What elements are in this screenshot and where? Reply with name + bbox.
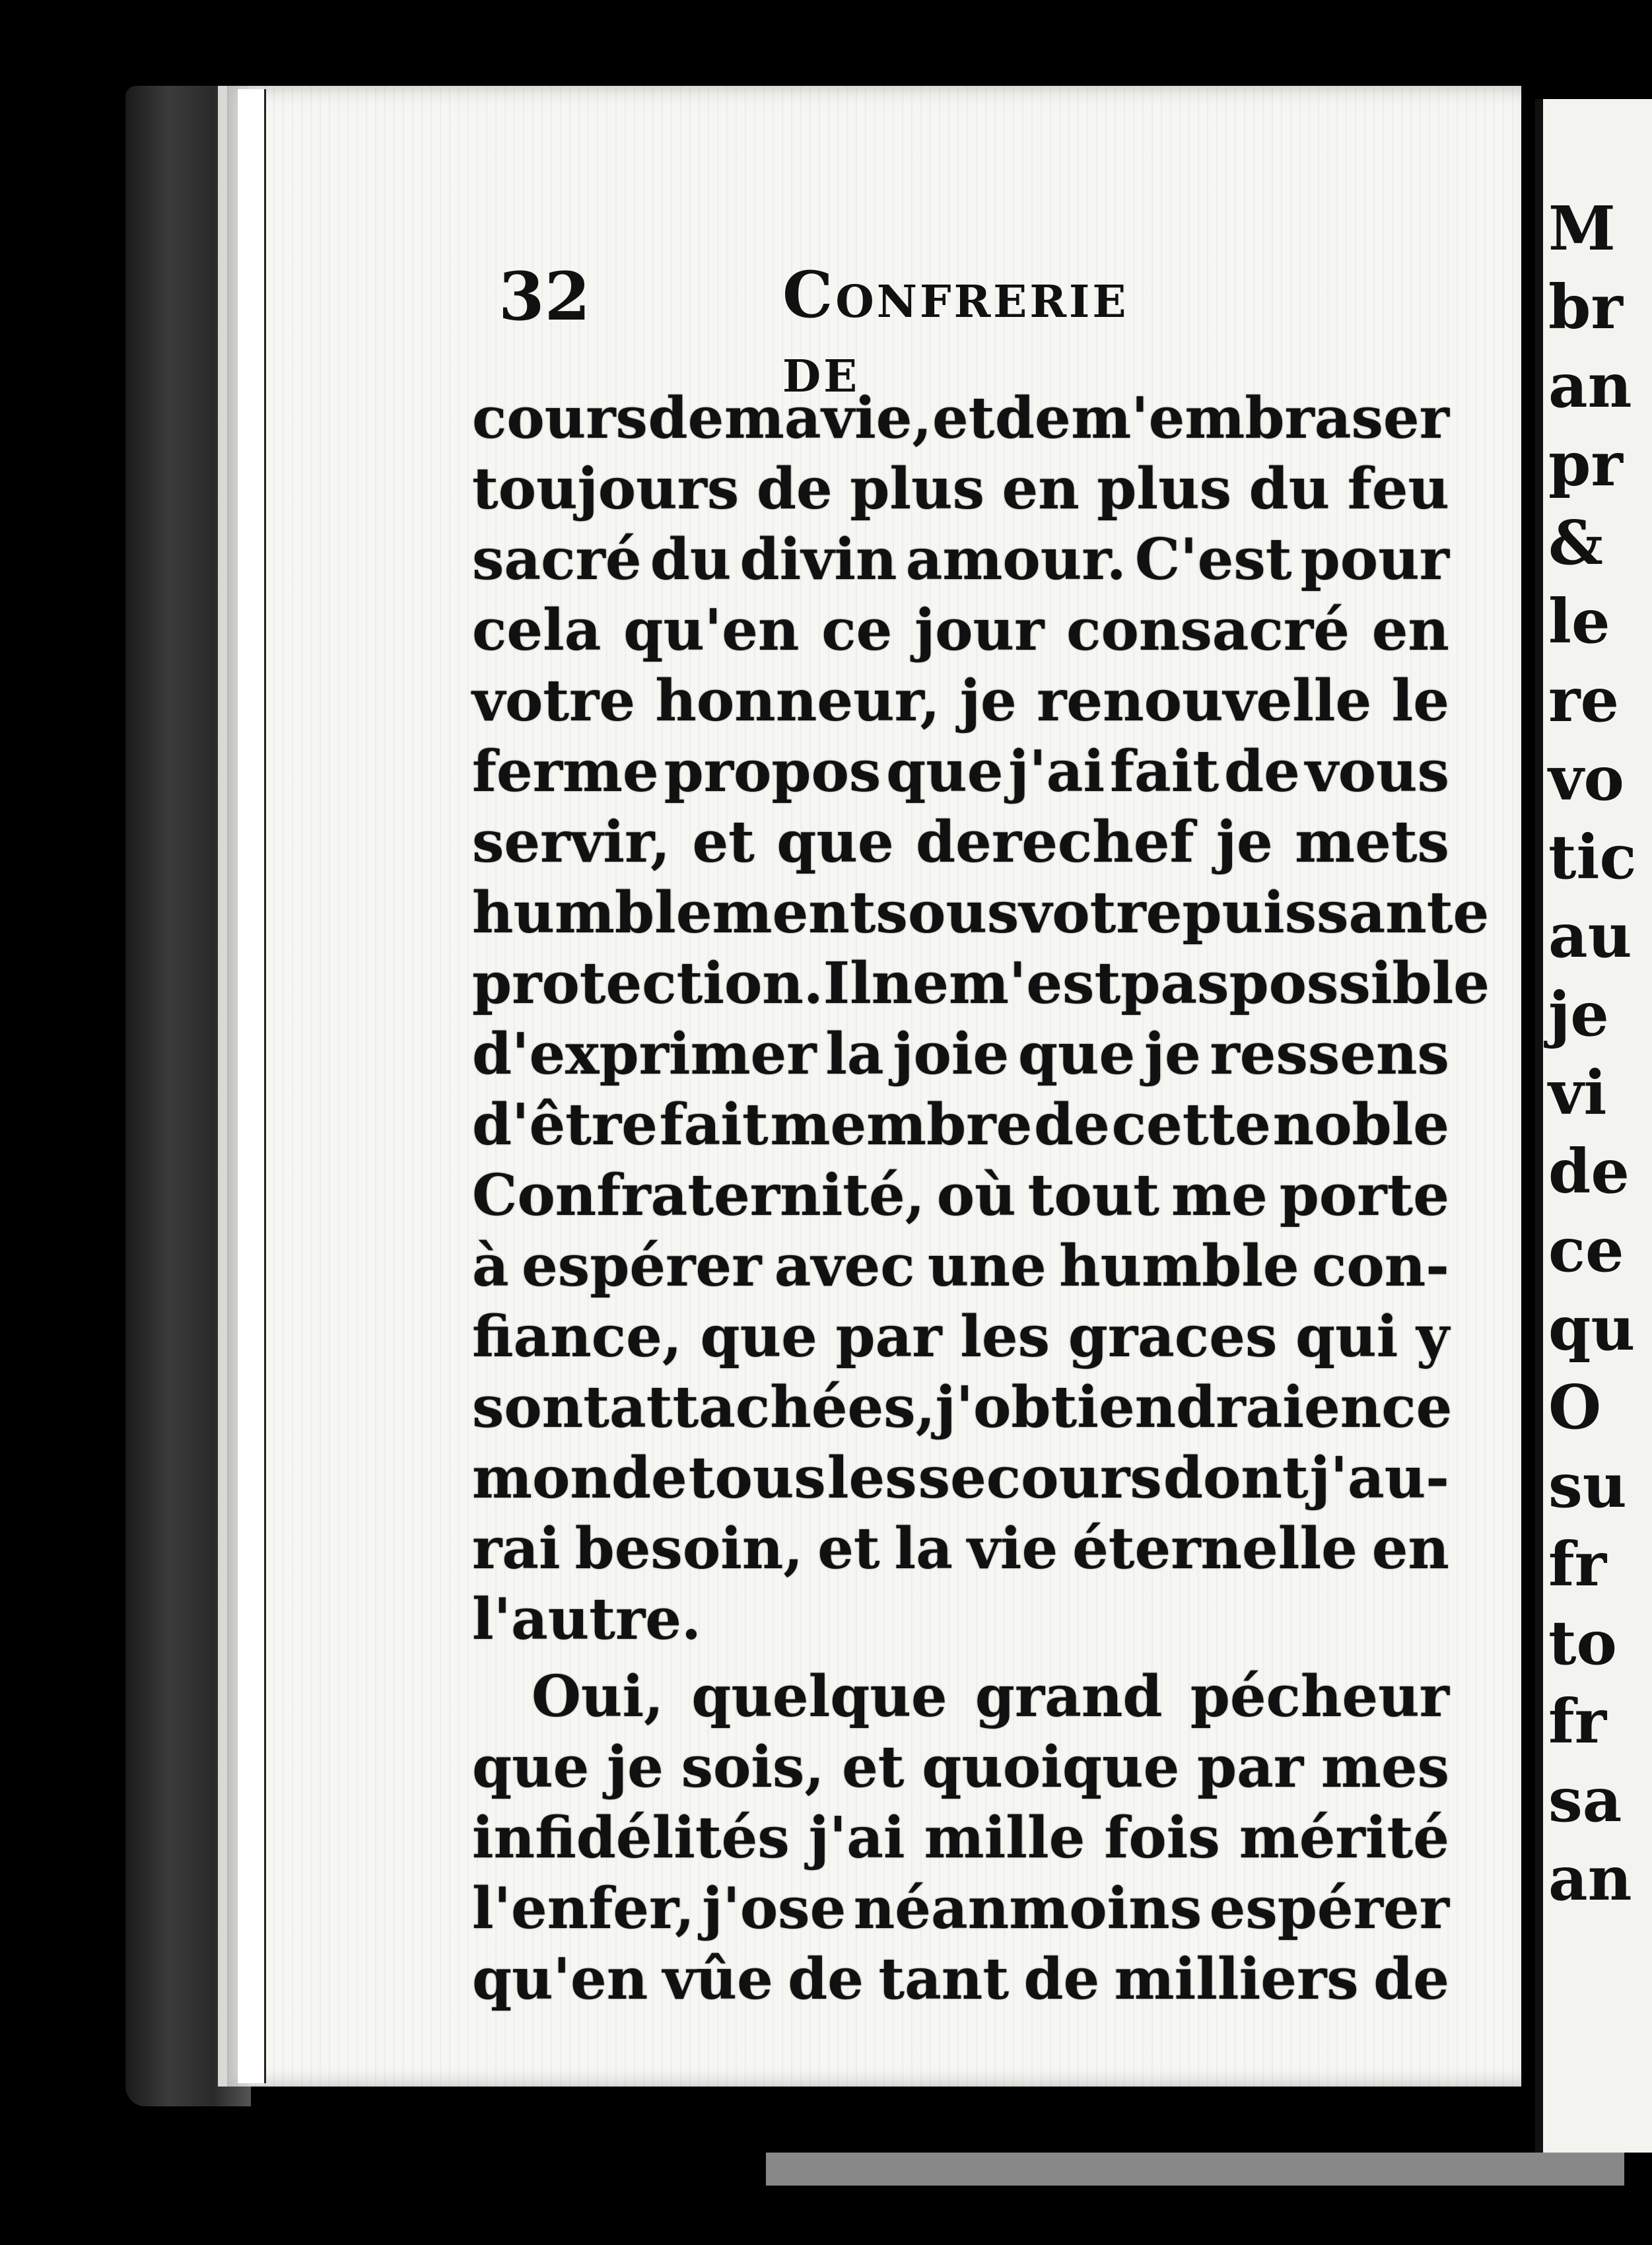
word: d'être (472, 1091, 658, 1158)
word: une (927, 1233, 1047, 1299)
word: m'est (949, 950, 1121, 1017)
word: le (1391, 668, 1449, 734)
word: que (1017, 1021, 1136, 1088)
word: de (756, 456, 833, 522)
facing-page-fragment: vi (1548, 1057, 1607, 1128)
word: cette (1111, 1091, 1271, 1158)
word: vie (967, 1515, 1058, 1582)
word: derechef (916, 809, 1194, 876)
facing-page-fragment: je (1548, 979, 1609, 1050)
facing-page-fragment: su (1548, 1450, 1627, 1521)
word: que (472, 1734, 590, 1801)
word: mille (924, 1805, 1085, 1871)
word: votre (1019, 880, 1183, 946)
word: tous (688, 1445, 826, 1511)
word: joie (893, 1021, 1010, 1088)
word: cours (472, 385, 648, 452)
word: me (1171, 1162, 1268, 1229)
word: vous (1305, 738, 1449, 805)
word: puissante (1182, 880, 1490, 946)
word: que (886, 738, 1004, 805)
word: milliers (1114, 1946, 1359, 2013)
word: sacré (472, 526, 642, 593)
word: tout (1027, 1162, 1159, 1229)
text-line (472, 1160, 1449, 1231)
word: ma (724, 385, 821, 452)
word: honneur, (655, 668, 940, 734)
word: toujours (472, 456, 740, 522)
paragraph-gap (472, 1655, 1449, 1661)
facing-page-fragment: qu (1548, 1293, 1635, 1364)
word: l'enfer, (472, 1875, 695, 1942)
word: par (1197, 1734, 1304, 1801)
word: en (1371, 597, 1449, 664)
word: fiance, (472, 1303, 682, 1370)
word: et (842, 1734, 905, 1801)
text-line (472, 948, 1490, 1019)
word: fait (1110, 738, 1220, 805)
word: cela (472, 597, 602, 664)
word: espérer (1209, 1875, 1449, 1942)
word: m'embraser (1071, 385, 1449, 452)
word: je (607, 1734, 664, 1801)
word: la (894, 1515, 953, 1582)
word: fois (1104, 1805, 1220, 1871)
word: servir, (472, 809, 671, 876)
page-header (499, 258, 1218, 407)
word: j'ai (808, 1805, 905, 1871)
word: ce (1381, 1374, 1453, 1441)
word: amour. (905, 526, 1126, 593)
text-line (472, 807, 1449, 878)
text-line (472, 1089, 1449, 1160)
facing-page-fragment: an (1548, 350, 1632, 421)
word: j'ai (1008, 738, 1105, 805)
word: mets (1295, 809, 1449, 876)
text-line (472, 1732, 1449, 1803)
word: de (1034, 1091, 1110, 1158)
word: les (960, 1303, 1050, 1370)
word: quelque (691, 1663, 947, 1730)
facing-page-fragment: de (1548, 1136, 1630, 1207)
word: porte (1279, 1162, 1449, 1229)
facing-page-fragment: O (1548, 1371, 1602, 1443)
text-line (472, 1372, 1453, 1443)
word: de (648, 385, 724, 452)
text-line (472, 1873, 1449, 1944)
word: sous (876, 880, 1019, 946)
text-line (472, 1944, 1449, 2015)
facing-page-fragment: au (1548, 900, 1632, 971)
word: graces (1068, 1303, 1278, 1370)
word: du (650, 526, 732, 593)
word: mérité (1239, 1805, 1449, 1871)
text-line (472, 1803, 1449, 1873)
word: grand (975, 1663, 1163, 1730)
word: consacré (1066, 597, 1350, 664)
word: renouvelle (1037, 668, 1372, 734)
text-line (472, 595, 1449, 666)
word: mes (1321, 1734, 1449, 1801)
facing-page-fragment: an (1548, 1843, 1632, 1914)
word: quoique (922, 1734, 1180, 1801)
word: divin (740, 526, 897, 593)
word: infidélités (472, 1805, 790, 1871)
word: pas (1120, 950, 1229, 1017)
body-text (472, 383, 1490, 2015)
word: de (994, 385, 1071, 452)
word: protection. (472, 950, 823, 1017)
word: vûe (662, 1946, 773, 2013)
word: feu (1347, 456, 1449, 522)
facing-page-fragment: re (1548, 664, 1620, 736)
text-line (472, 666, 1449, 736)
word: ce (821, 597, 893, 664)
text-line (472, 878, 1490, 948)
word: C'est (1134, 526, 1292, 593)
word: par (835, 1303, 942, 1370)
word: et (692, 809, 755, 876)
word: je (1216, 809, 1273, 876)
word: rai (472, 1515, 561, 1582)
word: qu'en (472, 1946, 648, 2013)
facing-page-fragment: sa (1548, 1764, 1622, 1836)
word: que (700, 1303, 817, 1370)
word: membre (770, 1091, 1033, 1158)
text-line (472, 454, 1449, 524)
word: plus (1097, 456, 1232, 522)
facing-page-fragment: & (1548, 507, 1604, 578)
text-line (472, 1301, 1449, 1372)
word: humblement (472, 880, 876, 946)
word: attachées, (609, 1374, 936, 1441)
word: secours (918, 1445, 1162, 1511)
facing-page-fragment: le (1548, 586, 1610, 657)
facing-page-fragment: br (1548, 271, 1623, 343)
word: éternelle (1072, 1515, 1358, 1582)
word: sois, (681, 1734, 825, 1801)
word: j'ose (702, 1875, 846, 1942)
page-edge (238, 89, 266, 2083)
word: de (1224, 738, 1300, 805)
word: pécheur (1190, 1663, 1449, 1730)
facing-page-fragment: M (1548, 193, 1616, 264)
word: monde (472, 1445, 687, 1511)
facing-page-fragment: vo (1548, 743, 1624, 814)
text-line: l'autre. (472, 1586, 701, 1653)
facing-page-fragment: fr (1548, 1686, 1607, 1757)
word: vie, (821, 385, 932, 452)
facing-page-fragment: to (1548, 1607, 1617, 1678)
text-line (472, 1443, 1449, 1513)
word: j'au- (1309, 1445, 1449, 1511)
word: je (959, 668, 1017, 734)
word: tant (878, 1946, 1010, 2013)
word: ne (871, 950, 949, 1017)
facing-page-fragment: fr (1548, 1529, 1607, 1600)
word: Oui, (532, 1663, 664, 1730)
text-line (472, 383, 1449, 454)
facing-page-fragment: tic (1548, 821, 1637, 893)
word: con- (1312, 1233, 1449, 1299)
word: en (1371, 1515, 1449, 1582)
word: votre (472, 668, 636, 734)
word: y (1416, 1303, 1449, 1370)
word: je (1144, 1021, 1201, 1088)
word: Confraternité, (472, 1162, 925, 1229)
word: néanmoins (853, 1875, 1202, 1942)
word: que (776, 809, 894, 876)
word: j'obtiendrai (935, 1374, 1305, 1441)
text-line (472, 736, 1449, 807)
word: possible (1229, 950, 1490, 1017)
word: fait (659, 1091, 769, 1158)
text-line (472, 1661, 1449, 1732)
word: de (1023, 1946, 1100, 2013)
word: à (472, 1233, 509, 1299)
word: et (817, 1515, 880, 1582)
text-line (472, 1019, 1449, 1089)
word: qu'en (623, 597, 800, 664)
scan-bottom-strip (766, 2153, 1624, 2186)
word: espérer (522, 1233, 762, 1299)
word: ressens (1210, 1021, 1449, 1088)
word: d'exprimer (472, 1021, 817, 1088)
word: noble (1272, 1091, 1449, 1158)
word: plus (850, 456, 984, 522)
word: qui (1295, 1303, 1398, 1370)
text-line (472, 524, 1449, 595)
word: en (1002, 456, 1080, 522)
page-number: 32 (499, 258, 591, 335)
word: dont (1163, 1445, 1309, 1511)
text-line (472, 1231, 1449, 1301)
word: sont (472, 1374, 610, 1441)
word: besoin, (574, 1515, 804, 1582)
word: ferme (472, 738, 659, 805)
word: Il (823, 950, 872, 1017)
word: en (1304, 1374, 1382, 1441)
text-line (472, 1513, 1449, 1584)
facing-page (1535, 99, 1652, 2153)
word: les (827, 1445, 917, 1511)
word: où (936, 1162, 1016, 1229)
word: et (932, 385, 995, 452)
word: pour (1300, 526, 1449, 593)
running-title: Confrerie de (782, 258, 1129, 407)
word: propos (664, 738, 881, 805)
word: de (788, 1946, 864, 2013)
word: humble (1059, 1233, 1299, 1299)
word: de (1373, 1946, 1449, 2013)
word: la (825, 1021, 884, 1088)
word: avec (774, 1233, 915, 1299)
facing-page-fragment: ce (1548, 1214, 1624, 1286)
facing-page-fragment: pr (1548, 429, 1623, 500)
word: jour (914, 597, 1045, 664)
word: du (1249, 456, 1330, 522)
